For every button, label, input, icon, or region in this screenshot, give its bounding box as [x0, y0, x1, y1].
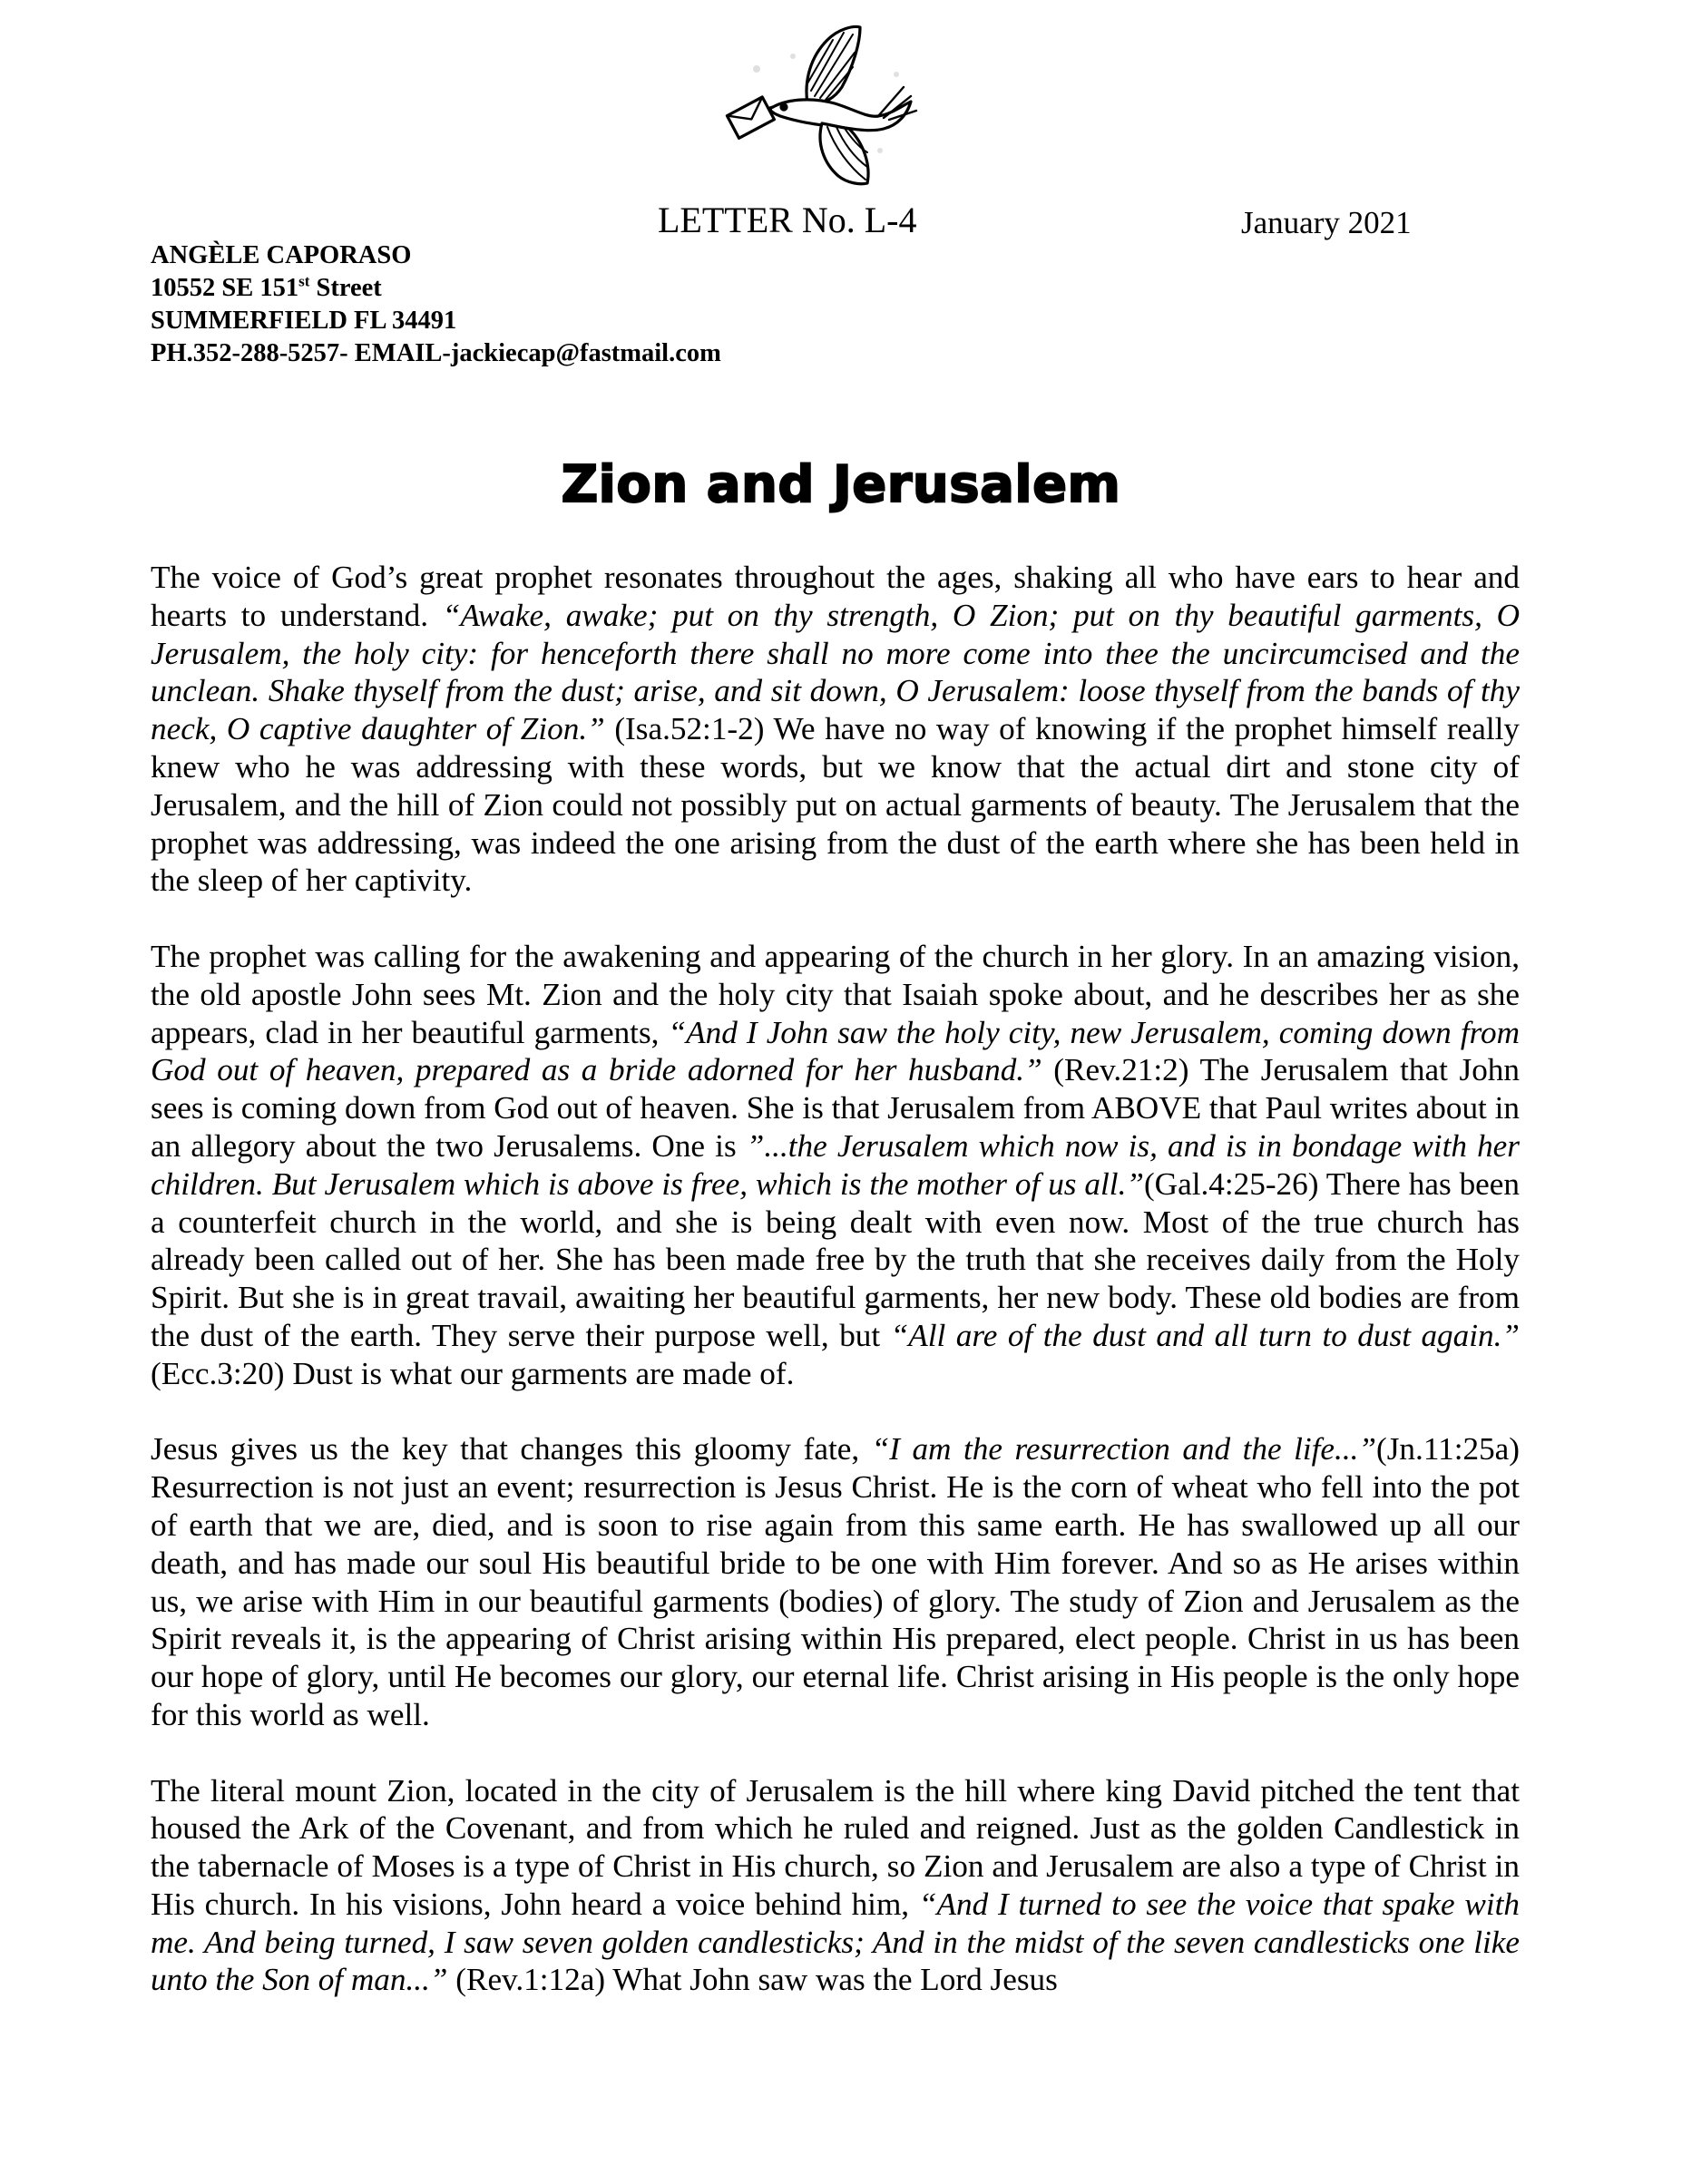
paragraph-text: (Rev.21:2) The Jerusalem that John sees is coming down from God out of heaven. She is that Jerusalem from ABOVE that Paul writes about in an allegory about the two Jerusalems. One is [151, 1052, 1520, 1164]
scripture-quote: “All are of the dust and all turn to dust again.” [890, 1317, 1520, 1353]
letter-date: January 2021 [1241, 205, 1412, 240]
paragraph-text: The literal mount Zion, located in the city of Jerusalem is the hill where king David pitched the tent that housed the Ark of the Covenant, and from which he ruled and reigned. Just as the golden Candlestick in the tabernacle of Moses is a type of Christ in His church, so Zion and Jerusalem are also a type of Christ in His church. In his visions, John heard a voice behind him, [151, 1772, 1520, 1922]
sender-city: SUMMERFIELD FL 34491 [151, 307, 457, 335]
paragraph-text: (Ecc.3:20) Dust is what our garments are made of. [151, 1355, 795, 1391]
paragraph-text: (Isa.52:1-2) We have no way of knowing if the prophet himself really knew who he was addressing with these words, but we know that the actual dirt and stone city of Jerusalem, and the hill of Zion could not possibly put on actual garments of beauty. The Jerusalem that the prophet was addressing, was indeed the one arising from the dust of the earth where she has been held in the sleep of her captivity. [151, 711, 1521, 899]
body-paragraph [151, 938, 1520, 1393]
paragraph-text: (Gal.4:25-26) There has been a counterfeit church in the world, and she is being dealt with even now. Most of the true church has already been called out of her. She has been made free by the truth that she receives daily from the Holy Spirit. But she is in great travail, awaiting her beautiful garments, her new body. These old bodies are from the dust of the earth. They serve their purpose well, but [151, 1165, 1521, 1353]
body-paragraph [151, 1430, 1520, 1733]
paragraph-text: (Rev.1:12a) What John saw was the Lord Jesus [447, 1962, 1058, 1998]
document-title: Zion and Jerusalem [561, 455, 1121, 514]
body-paragraph [151, 1772, 1520, 2000]
sender-contact: PH.352-288-5257- EMAIL-jackiecap@fastmail.com [151, 339, 721, 367]
paragraph-text: The voice of God’s great prophet resonates throughout the ages, shaking all who have ears to hear and hearts to understand. [151, 560, 1520, 633]
letter-number: LETTER No. L-4 [658, 200, 917, 240]
scripture-quote: ”...the Jerusalem which now is, and is in bondage with her children. But Jerusalem which is above is free, which is the mother of us all.” [151, 1127, 1520, 1202]
body-paragraph [151, 559, 1520, 900]
sender-street-name: Street [309, 274, 382, 302]
scripture-quote: “I am the resurrection and the life...” [871, 1431, 1377, 1467]
paragraph-text: (Jn.11:25a) Resurrection is not just an event; resurrection is Jesus Christ. He is the corn of wheat who fell into the pot of earth that we are, died, and is soon to rise again from this same earth. He has swallowed up all our death, and has made our soul His beautiful bride to be one with Him forever. And so as He arises within us, we arise with Him in our beautiful garments (bodies) of glory. The study of Zion and Jerusalem as the Spirit reveals it, is the appearing of Christ arising within His prepared, elect people. Christ in us has been our hope of glory, until He becomes our glory, our eternal life. Christ arising in His people is the only hope for this world as well. [151, 1431, 1520, 1732]
sender-name: ANGÈLE CAPORASO [151, 241, 412, 269]
letter-body [151, 559, 1520, 2037]
sender-street-number: 10552 SE 151 [151, 274, 299, 302]
paragraph-text: Jesus gives us the key that changes this gloomy fate, [151, 1431, 872, 1467]
scripture-quote: “And I John saw the holy city, new Jerusalem, coming down from God out of heaven, prepared as a bride adorned for her husband.” [151, 1014, 1520, 1088]
sender-address-block [151, 239, 721, 370]
scripture-quote: “Awake, awake; put on thy strength, O Zion; put on thy beautiful garments, O Jerusalem, the holy city: for henceforth there shall no more come into thee the uncircumcised and the unclean. Shake thyself from the dust; arise, and sit down, O Jerusalem: loose thyself from the bands of thy neck, O captive daughter of Zion.” [151, 597, 1520, 747]
sender-street [151, 272, 721, 305]
sender-street-ordinal: st [298, 272, 310, 290]
scripture-quote: “And I turned to see the voice that spake with me. And being turned, I saw seven golden candlesticks; And in the midst of the seven candlesticks one like unto the Son of man...” [151, 1886, 1520, 1998]
dove-with-letter-icon [717, 20, 925, 192]
paragraph-text: The prophet was calling for the awakening and appearing of the church in her glory. In an amazing vision, the old apostle John sees Mt. Zion and the holy city that Isaiah spoke about, and he describes her as she appears, clad in her beautiful garments, [151, 938, 1520, 1050]
